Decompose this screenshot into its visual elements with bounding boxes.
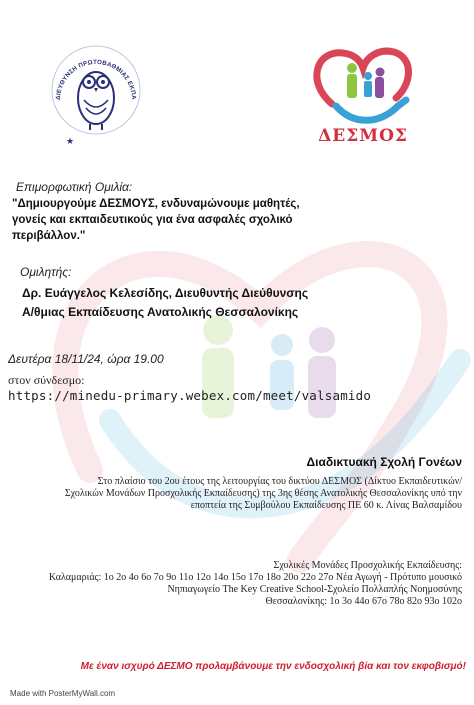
desmos-logo (308, 40, 418, 148)
talk-label: Επιμορφωτική Ομιλία: (16, 180, 133, 194)
speaker-line-2: Α/θμιας Εκπαίδευσης Ανατολικής Θεσσαλονίκης (22, 305, 299, 319)
svg-text:★: ★ (66, 136, 75, 146)
link-label: στον σύνδεσμο: (8, 373, 85, 387)
units-thessaloniki: Θεσσαλονίκης: 1ο 3ο 44ο 67ο 78ο 82ο 93ο 102ο (265, 596, 462, 607)
slogan: Με έναν ισχυρό ΔΕΣΜΟ προλαμβάνουμε την ενδοσχολική βία και τον εκφοβισμό! (80, 661, 466, 672)
event-datetime: Δευτέρα 18/11/24, ώρα 19.00 (8, 352, 164, 366)
speaker-line-1: Δρ. Ευάγγελος Κελεσίδης, Διευθυντής Διεύθυνσης (22, 286, 309, 300)
units-kalamaria: Καλαμαριάς: 1ο 2ο 4ο 6ο 7ο 9ο 11ο 12ο 14ο 15ο 17ο 18ο 20ο 22ο 27ο Νέα Αγωγή - Πρότυπο μουσικό Νηπιαγωγείο The Key Creative School-Σχολείο Πολλαπλής Νοημοσύνης (48, 572, 462, 595)
units-heading: Σχολικές Μονάδες Προσχολικής Εκπαίδευσης: (273, 560, 462, 571)
heart-family-icon (308, 40, 418, 130)
made-with-credit: Made with PosterMyWall.com (10, 689, 116, 698)
school-units (42, 560, 462, 608)
speaker-info (22, 284, 342, 322)
desmos-logo-title: ΔΕΣΜΟΣ (318, 126, 408, 146)
webex-link[interactable]: https://minedu-primary.webex.com/meet/valsamido (8, 388, 372, 403)
talk-title: "Δημιουργούμε ΔΕΣΜΟΥΣ, ενδυναμώνουμε μαθητές, γονείς και εκπαιδευτικούς για ένα ασφαλές σχολικό περιβάλλον." (12, 198, 300, 242)
speaker-label: Ομιλητής: (20, 265, 72, 279)
seal-ring-text: ΔΙΕΥΘΥΝΣΗ ΠΡΩΤΟΒΑΘΜΙΑΣ ΕΚΠΑ (54, 58, 138, 101)
svg-text:ΔΙΕΥΘΥΝΣΗ ΠΡΩΤΟΒΑΘΜΙΑΣ ΕΚΠΑΙΔΕ (40, 26, 137, 100)
school-title: Διαδικτυακή Σχολή Γονέων (306, 455, 462, 469)
owl-seal-icon (40, 26, 150, 146)
school-intro: Στο πλαίσιο του 2ου έτους της λειτουργίας του δικτύου ΔΕΣΜΟΣ (Δίκτυο Εκπαιδευτικών/Σχολικών Μονάδων Προσχολικής Εκπαίδευσης) της 3ης θέσης Ανατολικής Θεσσαλονίκης υπό την εποπτεία της Συμβούλου Εκπαίδευσης ΠΕ 60 κ. Λίνας Βαλσαμίδου (64, 476, 462, 511)
directorate-seal-logo (40, 26, 150, 146)
